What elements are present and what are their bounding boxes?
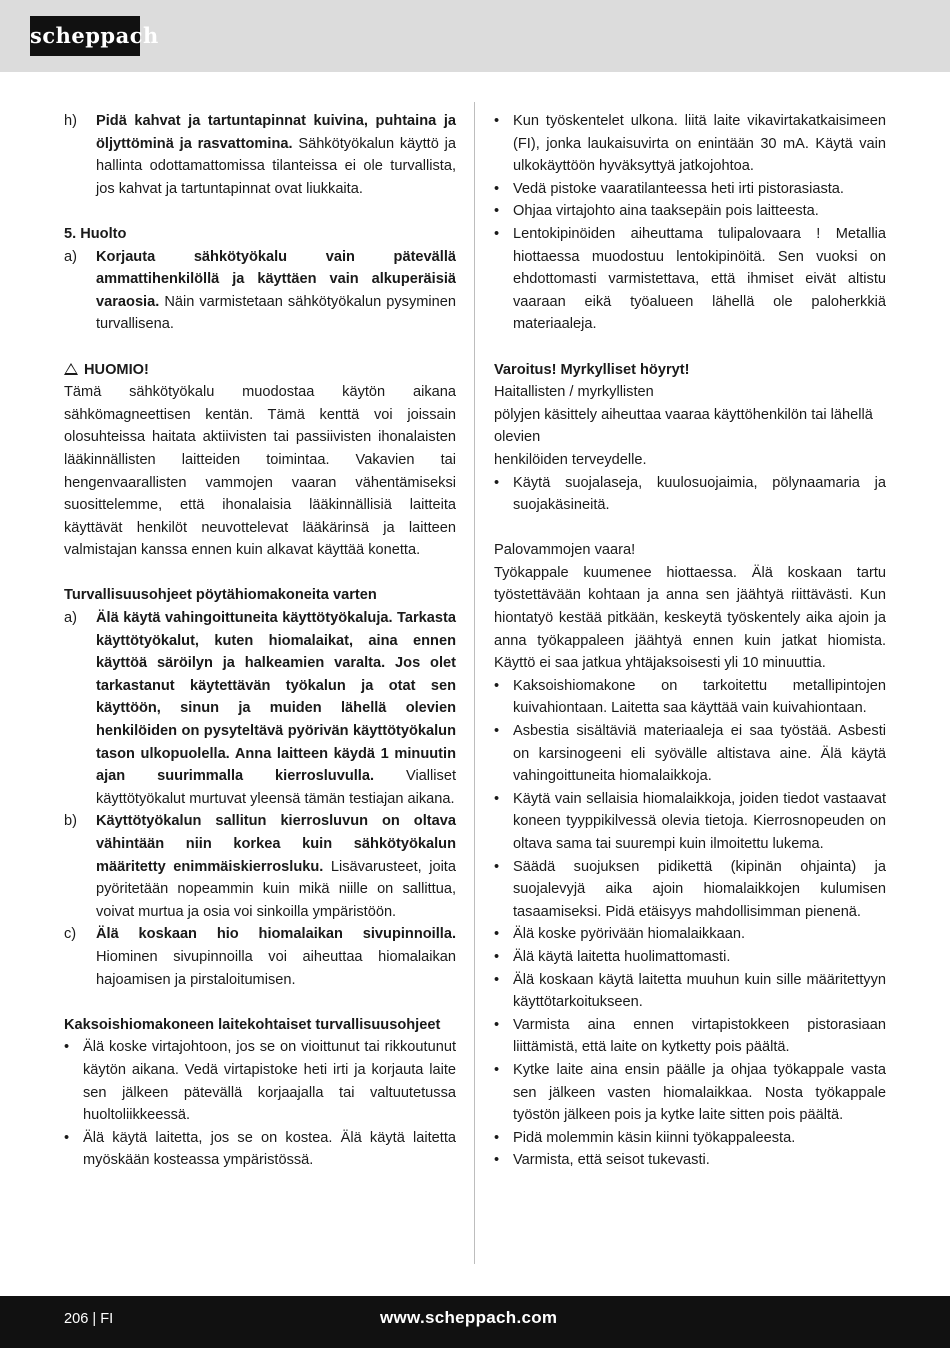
list-item-a [64, 607, 456, 810]
item-label: c) [64, 926, 77, 943]
item-text: Sähkötyökalun käyttö ja hallinta odottamattomissa tilanteissa ei ole turvallista, jos kahvat ja tartuntapinnat ovat liukkaita. [96, 135, 456, 197]
bullet-item: • Asbestia sisältäviä materiaaleja ei saa työstää. Asbesti on karsinogeeni eli syövälle altistava aine. Älä käytä vahingoittuneita hiomalaikkoja. [494, 720, 886, 788]
item-text: Lisävarusteet, joita pyöritetään nopeammin kuin mikä niille on sallittua, voivat murtua ja osia voi sinkoilla ympäristöön. [96, 858, 456, 920]
list-item-b [64, 810, 456, 923]
bullet-icon: • [64, 1039, 70, 1056]
item-label: a) [64, 610, 77, 627]
bullet-item: • Pidä molemmin käsin kiinni työkappaleesta. [494, 1127, 886, 1150]
varoitus-heading: Varoitus! Myrkylliset höyryt! [494, 361, 690, 378]
varoitus-line: henkilöiden terveydelle. [494, 451, 647, 468]
bullet-icon: • [494, 790, 500, 807]
bullet-icon: • [494, 203, 500, 220]
bullet-icon: • [494, 180, 500, 197]
bullet-item: • Säädä suojuksen pidikettä (kipinän ohjainta) ja suojalevyjä aika ajoin hiomalaikkojen kulumisen tasaamiseksi. Pidä etäisyys mahdollisimman pienenä. [494, 856, 886, 924]
page-footer [0, 1296, 950, 1348]
bullet-item: • Vedä pistoke vaaratilanteessa heti irti pistorasiasta. [494, 178, 886, 201]
section-heading-huolto: 5. Huolto [64, 225, 127, 242]
bullet-icon: • [494, 225, 500, 242]
bullet-item: • Käytä suojalaseja, kuulosuojaimia, pölynaamaria ja suojakäsineitä. [494, 472, 886, 517]
bullet-icon: • [494, 1129, 500, 1146]
bullet-icon: • [494, 971, 500, 988]
item-bold-text: Älä käytä vahingoittuneita käyttötyökaluja. Tarkasta käyttötyökalut, kuten hiomalaikat, aina ennen käyttöä säröilyn ja halkeamien varalta. Jos olet tarkastanut käytettävän työkalun ja otat sen käyttöön, sinun ja muiden lähellä olevien henkilöiden on pysyteltävä pyörivän käyttötyökalun tason ulkopuolella. Anna laitteen käydä 1 minuutin ajan suurimmalla kierrosluvulla. [96, 610, 456, 785]
bullet-item: • Älä koske pyörivään hiomalaikkaan. [494, 923, 886, 946]
list-item-h [64, 110, 456, 200]
item-label: b) [64, 813, 77, 830]
bullet-item: • Varmista aina ennen virtapistokkeen pistorasiaan liittämistä, että laite on kytketty pois päältä. [494, 1014, 886, 1059]
website-link[interactable]: www.scheppach.com [380, 1308, 558, 1327]
section-heading-turvallisuus: Turvallisuusohjeet pöytähiomakoneita varten [64, 587, 377, 604]
huomio-heading: HUOMIO! [64, 359, 456, 382]
bullet-icon: • [494, 1016, 500, 1033]
item-label: h) [64, 113, 77, 129]
bullet-item: • Käytä vain sellaisia hiomalaikkoja, joiden tiedot vastaavat koneen tyyppikilvessä olevia tietoja. Kierrosnopeuden on oltava sama tai suurempi kuin ilmoitettu lukema. [494, 788, 886, 856]
bullet-icon: • [494, 858, 500, 875]
right-column [494, 110, 886, 1172]
bullet-item: • Lentokipinöiden aiheuttama tulipalovaara ! Metallia hiottaessa muodostuu lentokipinöitä. Sen vuoksi on ehdottomasti varmistettava, että ihmiset eivät altistu vaaraan eikä työalueen lähellä ole paloherkkiä materiaaleja. [494, 223, 886, 336]
varoitus-line: Haitallisten / myrkyllisten [494, 384, 654, 401]
item-bold-text: Pidä kahvat ja tartuntapinnat kuivina, puhtaina ja öljyttöminä ja rasvattomina. [96, 113, 456, 152]
item-bold-text: Korjauta sähkötyökalu vain pätevällä ammattihenkilöllä ja käyttäen vain alkuperäisiä varaosia. [96, 248, 456, 310]
warning-triangle-icon [64, 363, 78, 375]
page-header [0, 0, 950, 72]
bullet-item: • Älä koske virtajohtoon, jos se on vioittunut tai rikkoutunut käytön aikana. Vedä virtapistoke heti irti ja korjauta laite sen jälkeen pätevällä korjaajalla tai valtuutetussa huoltoliikkeessä. [64, 1036, 456, 1126]
left-column [64, 110, 456, 1172]
bullet-icon: • [494, 1152, 500, 1169]
huomio-paragraph: Tämä sähkötyökalu muodostaa käytön aikana sähkömagneettisen kentän. Tämä kenttä voi joissain olosuhteissa haitata aktiivisten tai passiivisten ihonalaisten lääkinnällisten laitteiden toimintaa. Vakavien tai hengenvaarallisten vammojen vaaran vähentämiseksi suosittelemme, että ihonalaisia lääkinnällisiä laitteita käyttävät henkilöt neuvottelevat lääkärinsä ja laitteen valmistajan kanssa ennen kuin alkavat käyttää konetta. [64, 384, 456, 559]
bullet-icon: • [494, 723, 500, 740]
bullet-item: • Kaksoishiomakone on tarkoitettu metallipintojen kuivahiontaan. Laitetta saa käyttää vain kuivahiontaan. [494, 675, 886, 720]
bullet-icon: • [64, 1129, 70, 1146]
item-text: Näin varmistetaan sähkötyökalun pysyminen turvallisena. [96, 293, 456, 333]
bullet-icon: • [494, 677, 500, 694]
bullet-icon: • [494, 948, 500, 965]
item-label: a) [64, 248, 77, 265]
varoitus-line: pölyjen käsittely aiheuttaa vaaraa käyttöhenkilön tai lähellä olevien [494, 406, 873, 446]
column-divider [474, 102, 475, 1264]
bullet-icon: • [494, 474, 500, 491]
scheppach-logo: scheppach [30, 16, 140, 56]
item-bold-text: Käyttötyökalun sallitun kierrosluvun on oltava vähintään niin korkea kuin sähkötyökalun määritetty enimmäiskierrosluku. [96, 813, 456, 875]
bullet-icon: • [494, 1061, 500, 1078]
bullet-item: • Kytke laite aina ensin päälle ja ohjaa työkappale vasta sen jälkeen vasten hiomalaikkaa. Nosta työkappale työstön jälkeen pois ja kytke laite sitten pois päältä. [494, 1059, 886, 1127]
palovammo-heading: Palovammojen vaara! [494, 542, 636, 559]
bullet-item: • Kun työskentelet ulkona. liitä laite vikavirtakatkaisimeen (FI), jonka laukaisuvirta on enintään 30 mA. Käytä vain ulkokäyttöön hyväksyttyä jatkojohtoa. [494, 110, 886, 178]
bullet-item: • Älä koskaan käytä laitetta muuhun kuin sille määritettyyn käyttötarkoitukseen. [494, 969, 886, 1014]
bullet-item: • Älä käytä laitetta huolimattomasti. [494, 946, 886, 969]
bullet-icon: • [494, 926, 500, 943]
item-text: Hiominen sivupinnoilla voi aiheuttaa hiomalaikan hajoamisen ja pirstaloitumisen. [96, 948, 456, 988]
bullet-item: • Varmista, että seisot tukevasti. [494, 1149, 886, 1172]
item-bold-text: Älä koskaan hio hiomalaikan sivupinnoilla. [96, 926, 456, 943]
palovammo-paragraph: Työkappale kuumenee hiottaessa. Älä koskaan tartu työstettävään kohtaan ja anna sen jäähtyä riittävästi. Kun hiontatyö kestää pitkään, keskeytä työskentely aika ajoin ja anna työkappaleen jäähtyä ennen kuin jatkat hiomista. Käyttö ei saa jatkua yhtäjaksoisesti yli 10 minuuttia. [494, 564, 886, 672]
bullet-item: • Älä käytä laitetta, jos se on kostea. Älä käytä laitetta myöskään kosteassa ympäristössä. [64, 1127, 456, 1172]
list-item-c [64, 923, 456, 991]
list-item-5a [64, 246, 456, 336]
bullet-item: • Ohjaa virtajohto aina taaksepäin pois laitteesta. [494, 200, 886, 223]
page-number: 206 | FI [64, 1311, 114, 1327]
bullet-icon: • [494, 113, 500, 129]
item-text: Vialliset käyttötyökalut murtuvat yleensä tämän testiajan aikana. [96, 768, 456, 807]
section-heading-kaksoishiomakone: Kaksoishiomakoneen laitekohtaiset turvallisuusohjeet [64, 1016, 441, 1033]
